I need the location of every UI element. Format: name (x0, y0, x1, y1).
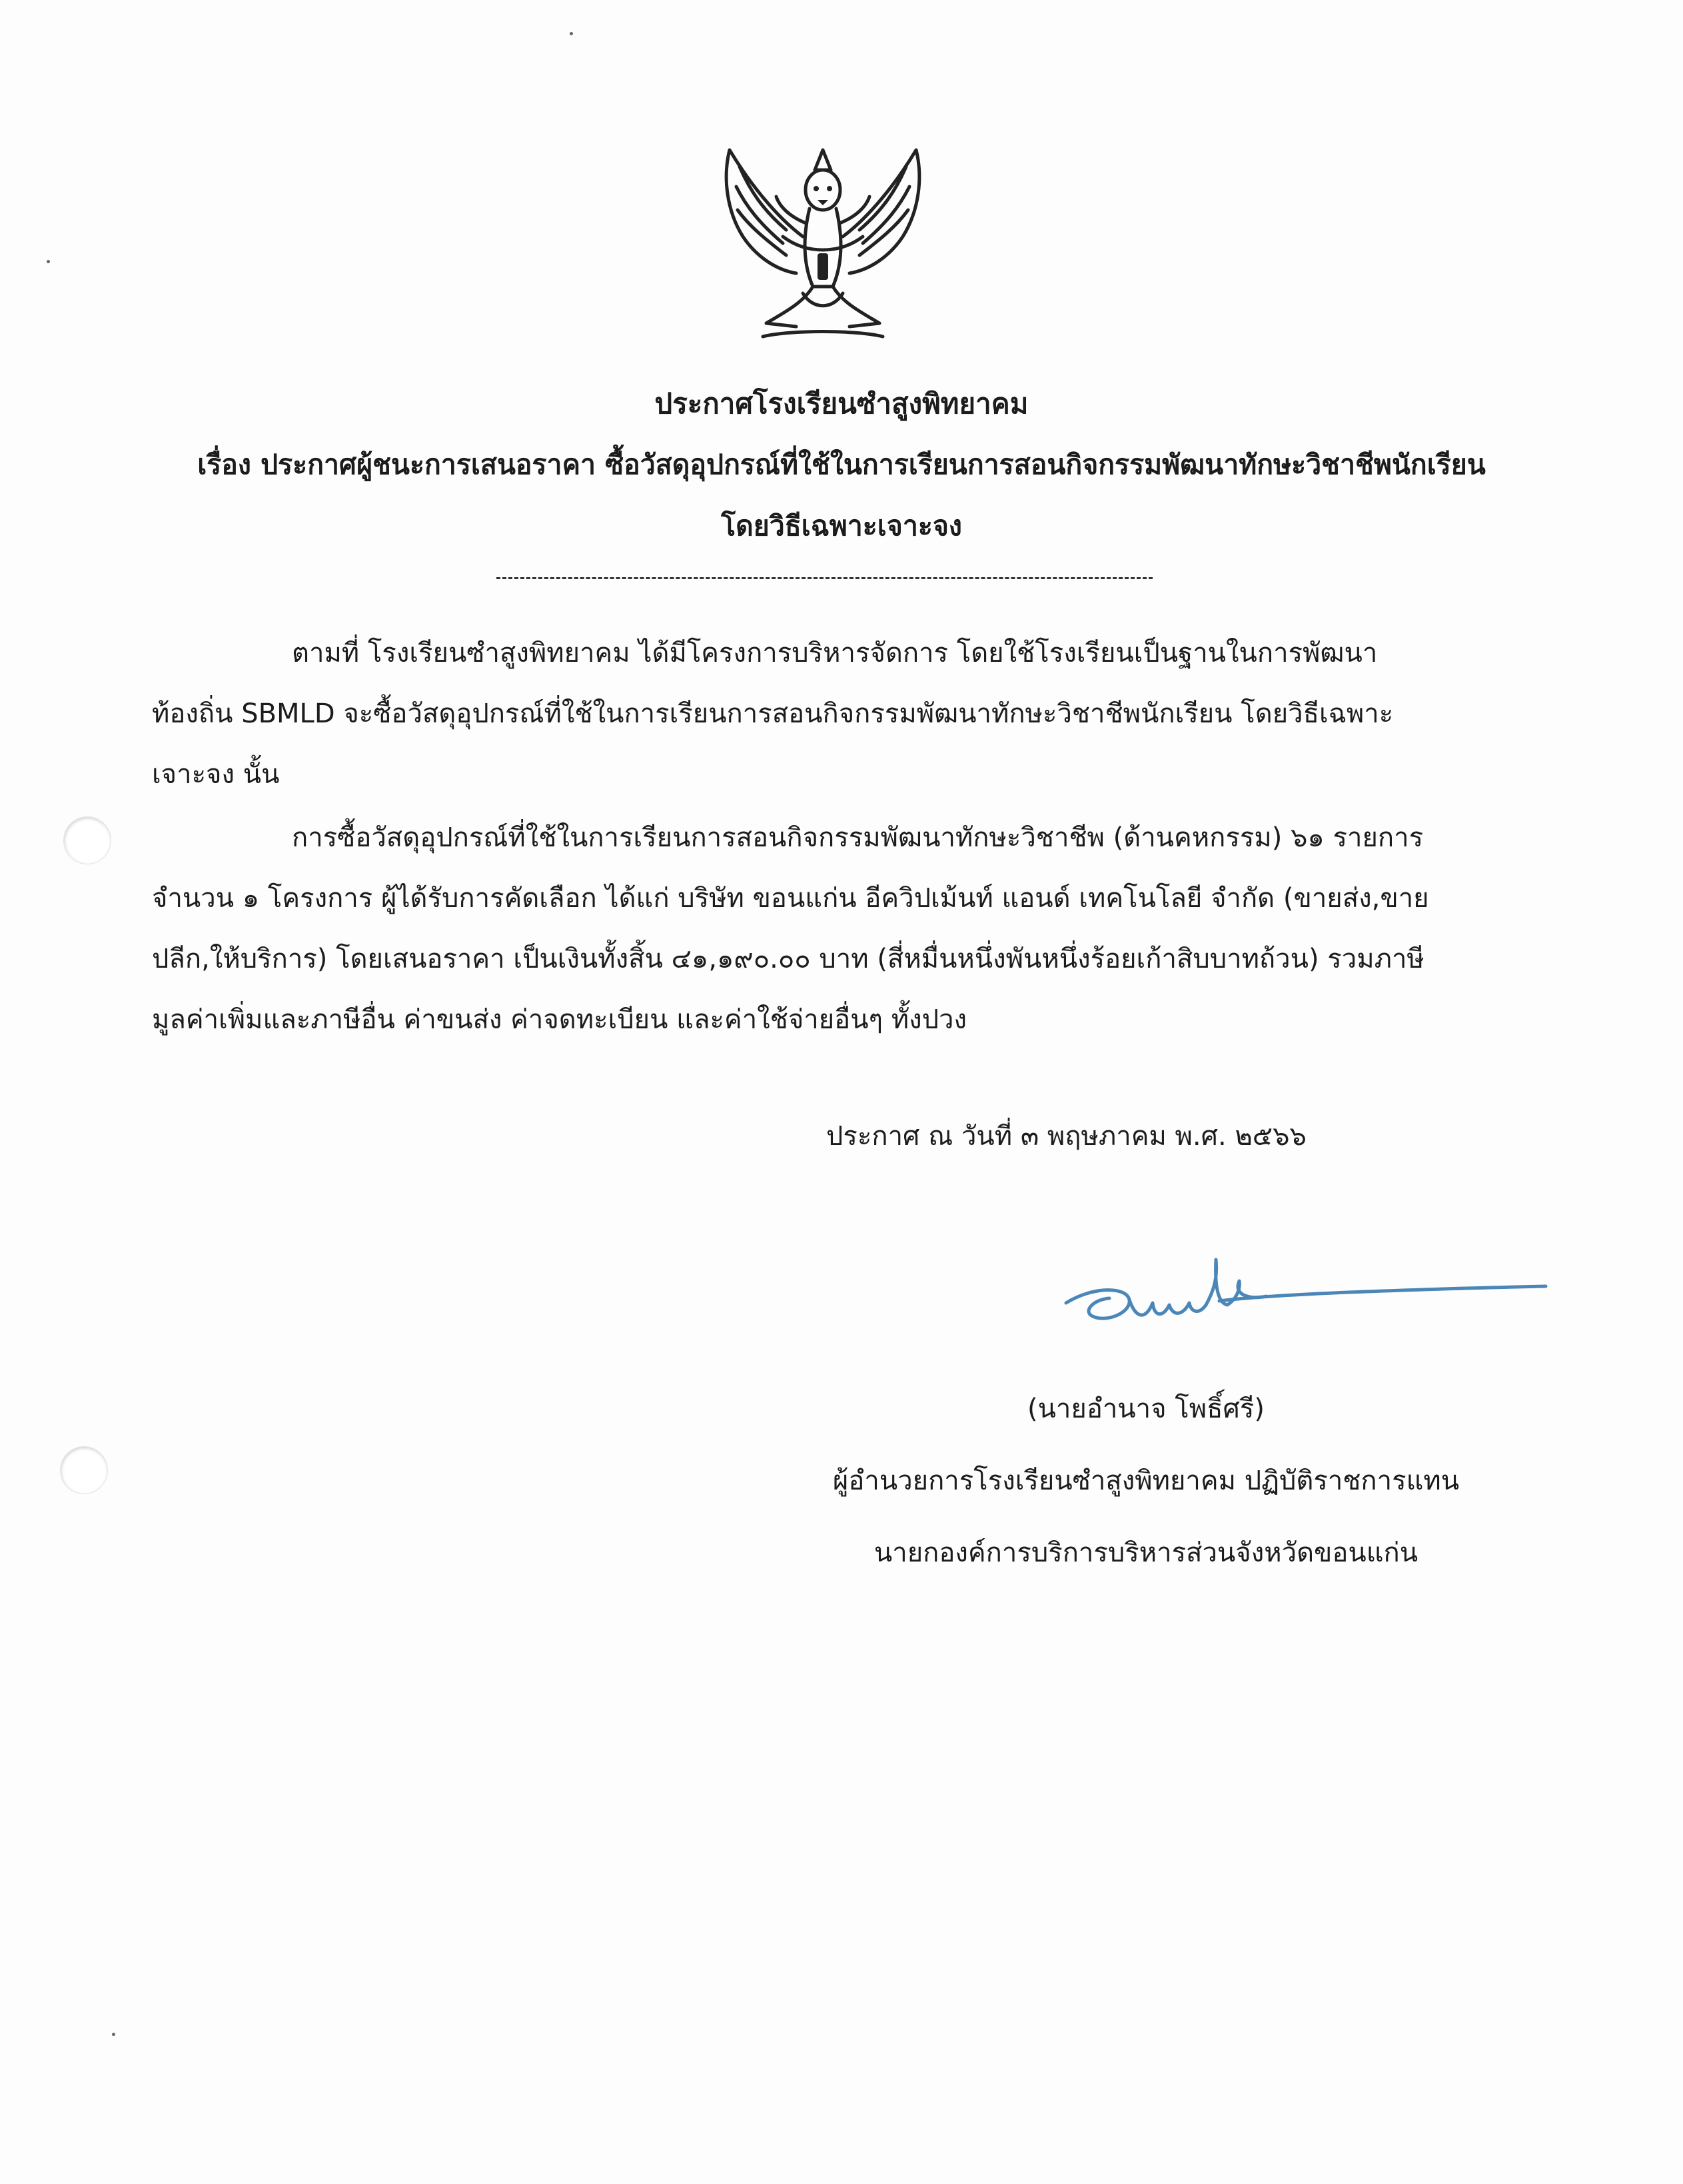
announcement-title: ประกาศโรงเรียนซำสูงพิทยาคม (654, 387, 1029, 420)
announcement-subject: เรื่อง ประกาศผู้ชนะการเสนอราคา ซื้อวัสดุอุปกรณ์ที่ใช้ในการเรียนการสอนกิจกรรมพัฒนาทักษะวิชาชีพนักเรียน (197, 449, 1486, 481)
paragraph-line: จำนวน ๑ โครงการ ผู้ได้รับการคัดเลือก ได้แก่ บริษัท ขอนแก่น อีควิปเม้นท์ แอนด์ เทคโนโลยี จำกัด (ขายส่ง,ขาย (152, 883, 1429, 914)
signature (1053, 1233, 1559, 1346)
body-paragraph-2 (152, 808, 1478, 1050)
announcement-date: ประกาศ ณ วันที่ ๓ พฤษภาคม พ.ศ. ๒๕๖๖ (826, 1121, 1307, 1152)
body-paragraph-1 (152, 623, 1478, 805)
announcement-subject-line2: โดยวิธีเฉพาะเจาะจง (721, 510, 962, 542)
paragraph-line: ตามที่ โรงเรียนซำสูงพิทยาคม ได้มีโครงการบริหารจัดการ โดยใช้โรงเรียนเป็นฐานในการพัฒนา (292, 638, 1378, 668)
paper-speck (570, 32, 573, 35)
paper-speck (47, 260, 50, 263)
punch-hole (63, 816, 111, 864)
paragraph-line: มูลค่าเพิ่มและภาษีอื่น ค่าขนส่ง ค่าจดทะเบียน และค่าใช้จ่ายอื่นๆ ทั้งปวง (152, 1004, 967, 1035)
paragraph-line: ท้องถิ่น SBMLD จะซื้อวัสดุอุปกรณ์ที่ใช้ในการเรียนการสอนกิจกรรมพัฒนาทักษะวิชาชีพนักเรียน โดยวิธีเฉพาะ (152, 698, 1394, 729)
signature-block (800, 1373, 1492, 1589)
dashed-divider (496, 577, 1153, 579)
punch-hole (60, 1446, 108, 1494)
paragraph-line: การซื้อวัสดุอุปกรณ์ที่ใช้ในการเรียนการสอนกิจกรรมพัฒนาทักษะวิชาชีพ (ด้านคหกรรม) ๖๑ รายการ (292, 822, 1424, 853)
signatory-position: ผู้อำนวยการโรงเรียนซำสูงพิทยาคม ปฏิบัติราชการแทน (832, 1466, 1460, 1496)
signatory-position: นายกองค์การบริการบริหารส่วนจังหวัดขอนแก่น (873, 1538, 1418, 1568)
paragraph-line: ปลีก,ให้บริการ) โดยเสนอราคา เป็นเงินทั้งสิ้น ๔๑,๑๙๐.๐๐ บาท (สี่หมื่นหนึ่งพันหนึ่งร้อยเก้าสิบบาทถ้วน) รวมภาษี (152, 944, 1424, 974)
paragraph-line: เจาะจง นั้น (152, 759, 280, 790)
paper-speck (112, 2033, 115, 2036)
garuda-emblem-icon (703, 137, 943, 363)
signatory-name: (นายอำนาจ โพธิ์ศรี) (1027, 1394, 1265, 1424)
